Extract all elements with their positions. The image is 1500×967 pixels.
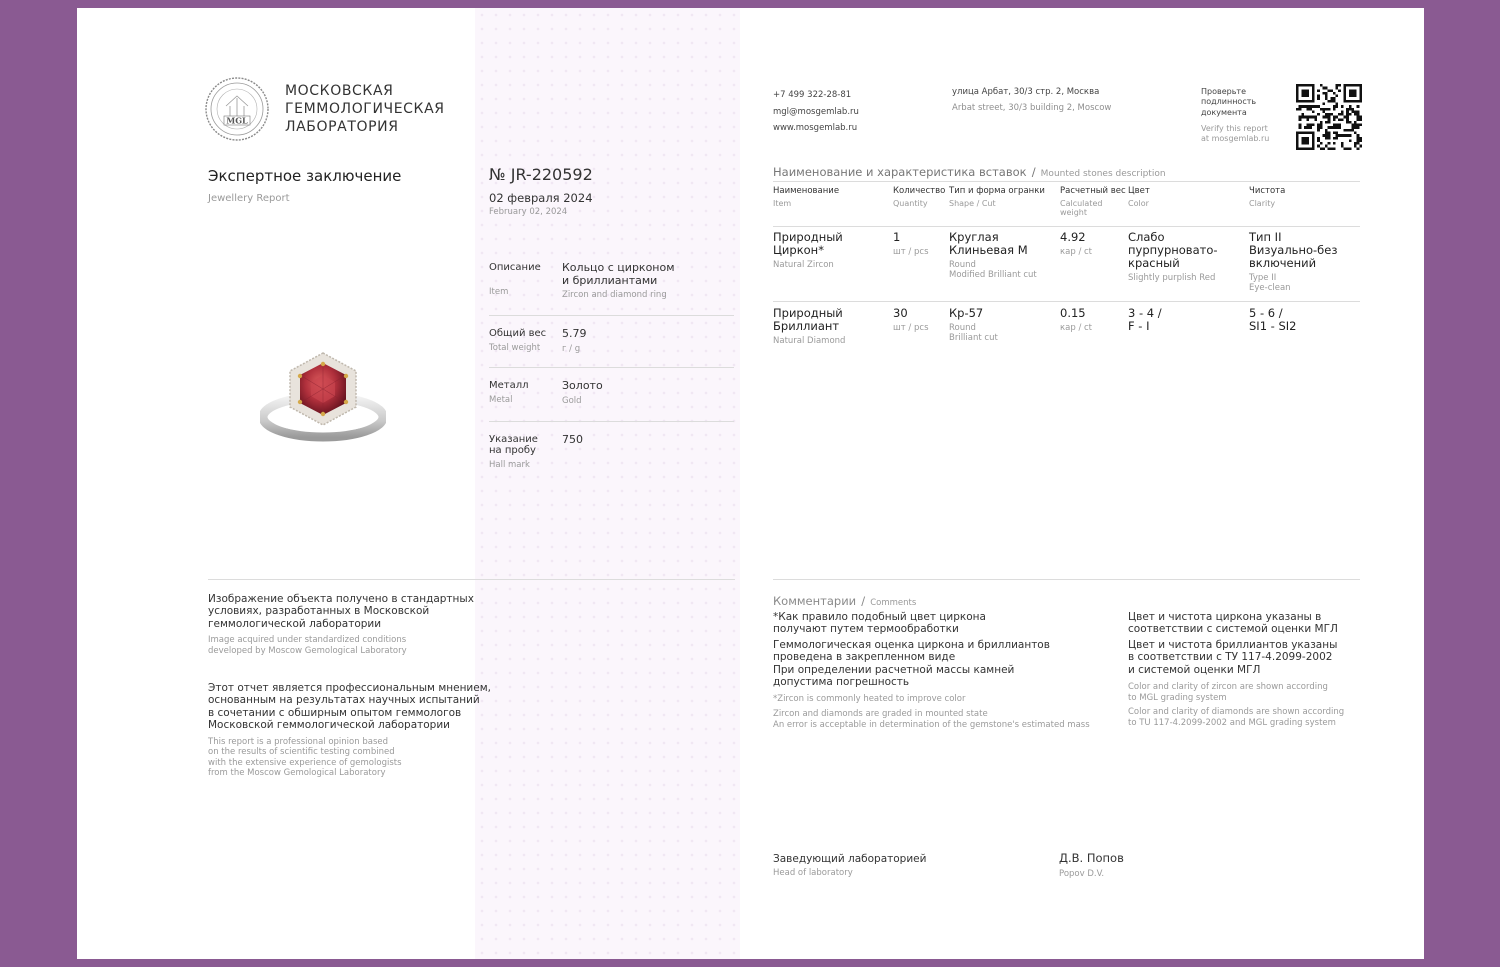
signature-name bbox=[1059, 852, 1124, 879]
comment-mounted-grading-en: Zircon and diamonds are graded in mounted state An error is acceptable in determination of the gemstone's estimated mass bbox=[773, 708, 1090, 730]
stones-cell-value: 0.15 bbox=[1060, 306, 1086, 320]
detail-value: Кольцо с цирконом и бриллиантами bbox=[562, 261, 675, 287]
comments-heading bbox=[773, 590, 916, 609]
column-header-ru: Наименование bbox=[773, 186, 840, 196]
stones-cell-sub: кар / ct bbox=[1060, 246, 1093, 257]
contacts-block bbox=[773, 87, 859, 137]
report-date-en: February 02, 2024 bbox=[489, 207, 568, 217]
report-number-value: JR-220592 bbox=[510, 165, 593, 184]
comment-zircon-grading: Цвет и чистота циркона указаны в соответствии с системой оценки МГЛ bbox=[1128, 611, 1338, 636]
detail-value-en: Gold bbox=[562, 395, 582, 406]
column-header-en: Item bbox=[773, 199, 792, 208]
stones-cell bbox=[1128, 231, 1243, 283]
stones-cell-value: 4.92 bbox=[1060, 230, 1086, 244]
stones-column-header bbox=[1249, 186, 1285, 208]
detail-divider bbox=[489, 421, 734, 422]
stones-cell bbox=[773, 307, 888, 346]
stones-cell-value: Природный Бриллиант bbox=[773, 306, 843, 333]
stones-cell bbox=[1249, 307, 1359, 336]
opinion-note-en: This report is a professional opinion based on the results of scientific testing combined with the extensive experience of gemologists from the Moscow Gemological Laboratory bbox=[208, 736, 402, 779]
lab-name-line1: МОСКОВСКАЯ bbox=[285, 83, 394, 99]
detail-value-en: Zircon and diamond ring bbox=[562, 290, 667, 301]
lab-name bbox=[285, 82, 445, 137]
comments-heading-en: Comments bbox=[870, 598, 917, 608]
contact-phone[interactable]: +7 499 322-28-81 bbox=[773, 90, 852, 100]
detail-divider bbox=[489, 315, 734, 316]
stones-header-rule bbox=[773, 226, 1360, 227]
signature-name-ru: Д.В. Попов bbox=[1059, 851, 1124, 865]
report-title: Экспертное заключение bbox=[208, 167, 402, 185]
stones-cell-value: 3 - 4 / F - I bbox=[1128, 306, 1162, 333]
comments-right bbox=[1128, 611, 1360, 728]
column-header-en: Quantity bbox=[893, 199, 928, 208]
detail-label: Общий вес bbox=[489, 328, 547, 339]
stones-heading-sep: / bbox=[1031, 165, 1036, 179]
stones-heading-en: Mounted stones description bbox=[1040, 169, 1166, 179]
contact-site[interactable]: www.mosgemlab.ru bbox=[773, 123, 858, 133]
detail-label: Указание на пробу bbox=[489, 434, 538, 456]
comment-zircon-heat: *Как правило подобный цвет циркона получают путем термообработки bbox=[773, 611, 986, 636]
detail-label-en: Metal bbox=[489, 395, 513, 405]
contact-email[interactable]: mgl@mosgemlab.ru bbox=[773, 106, 859, 117]
stones-cell bbox=[773, 231, 888, 270]
detail-label: Описание bbox=[489, 262, 541, 273]
report-number-prefix: № bbox=[489, 165, 506, 184]
comments-left bbox=[773, 611, 1103, 730]
stones-heading bbox=[773, 161, 1166, 180]
detail-value: 750 bbox=[562, 433, 583, 446]
detail-value: Золото bbox=[562, 379, 603, 392]
column-header-en: Calculated weight bbox=[1060, 199, 1103, 217]
stones-cell-sub: шт / pcs bbox=[893, 246, 929, 257]
column-header-ru: Тип и форма огранки bbox=[949, 186, 1045, 196]
verify-ru: Проверьте подлинность документа bbox=[1201, 87, 1257, 117]
comments-heading-sep: / bbox=[861, 594, 866, 608]
stones-cell-sub: Round Modified Brilliant cut bbox=[949, 259, 1037, 280]
comments-heading-ru: Комментарии bbox=[773, 594, 857, 608]
stones-top-rule bbox=[773, 181, 1360, 182]
stones-cell-sub: Natural Diamond bbox=[773, 335, 846, 346]
image-note-en: Image acquired under standardized conditions developed by Moscow Gemological Laboratory bbox=[208, 635, 407, 656]
signature-role-ru: Заведующий лабораторией bbox=[773, 853, 927, 865]
stones-heading-ru: Наименование и характеристика вставок bbox=[773, 165, 1027, 179]
report-sheet bbox=[77, 8, 1424, 959]
signature-name-en: Popov D.V. bbox=[1059, 868, 1105, 879]
lab-name-line3: ЛАБОРАТОРИЯ bbox=[285, 119, 399, 136]
detail-value: 5.79 bbox=[562, 327, 587, 340]
report-title-en: Jewellery Report bbox=[208, 193, 290, 204]
address-block bbox=[952, 87, 1111, 113]
stones-cell-value: 5 - 6 / SI1 - SI2 bbox=[1249, 306, 1297, 333]
seal-mgl-text: MGL bbox=[226, 115, 248, 126]
stones-cell bbox=[949, 307, 1064, 343]
stones-cell-sub: кар / ct bbox=[1060, 322, 1093, 333]
lab-name-line2: ГЕММОЛОГИЧЕСКАЯ bbox=[285, 101, 445, 118]
stones-cell-sub: Slightly purplish Red bbox=[1128, 272, 1216, 283]
stones-cell-value: 30 bbox=[893, 306, 908, 320]
comment-zircon-grading-en: Color and clarity of zircon are shown according to MGL grading system bbox=[1128, 681, 1328, 703]
verify-en: Verify this report at mosgemlab.ru bbox=[1201, 124, 1270, 144]
address-ru: улица Арбат, 30/3 стр. 2, Москва bbox=[952, 87, 1100, 97]
column-header-ru: Количество bbox=[893, 186, 946, 196]
stones-cell-value: Тип II Визуально-без включений bbox=[1249, 230, 1338, 270]
qr-code[interactable] bbox=[1296, 84, 1362, 150]
stones-cell bbox=[949, 231, 1064, 280]
guilloche-band bbox=[475, 8, 740, 959]
verify-block bbox=[1201, 87, 1269, 144]
comment-diamond-grading: Цвет и чистота бриллиантов указаны в соответствии с ТУ 117-4.2099-2002 и системой оценки МГЛ bbox=[1128, 638, 1338, 676]
stones-column-header bbox=[1128, 186, 1150, 208]
column-header-ru: Чистота bbox=[1249, 186, 1286, 196]
stones-column-header bbox=[949, 186, 1045, 208]
column-header-ru: Цвет bbox=[1128, 186, 1150, 196]
stones-cell-sub: Round Brilliant cut bbox=[949, 322, 998, 344]
image-note bbox=[208, 593, 508, 656]
stones-cell-sub: Natural Zircon bbox=[773, 259, 834, 270]
comment-mounted-grading: Геммологическая оценка циркона и бриллиантов проведена в закрепленном виде При определении расчетной массы камней допустима погрешность bbox=[773, 638, 1050, 688]
stones-cell-value: 1 bbox=[893, 230, 901, 244]
detail-label: Металл bbox=[489, 380, 529, 391]
lab-seal-logo bbox=[204, 76, 270, 142]
stones-cell-value: Природный Циркон* bbox=[773, 230, 843, 257]
right-bottom-rule bbox=[773, 579, 1360, 580]
left-bottom-rule bbox=[208, 579, 735, 580]
stones-row-rule bbox=[773, 301, 1360, 302]
stones-column-header bbox=[1060, 186, 1126, 217]
signature-role bbox=[773, 853, 926, 879]
column-header-en: Clarity bbox=[1249, 199, 1276, 208]
signature-role-en: Head of laboratory bbox=[773, 868, 853, 879]
detail-label-en: Hall mark bbox=[489, 460, 530, 470]
opinion-note-ru: Этот отчет является профессиональным мнением, основанным на результатах научных испытаний в сочетании с обширным опытом геммологов Московской геммологической лаборатории bbox=[208, 682, 491, 732]
detail-value-en: г / g bbox=[562, 343, 581, 354]
stones-column-header bbox=[893, 186, 945, 208]
report-number bbox=[489, 165, 593, 184]
column-header-en: Color bbox=[1128, 199, 1149, 208]
opinion-note bbox=[208, 682, 508, 779]
stones-cell-value: Кр-57 bbox=[949, 306, 984, 320]
comment-diamond-grading-en: Color and clarity of diamonds are shown according to TU 117-4.2099-2002 and MGL grading system bbox=[1128, 707, 1345, 728]
stones-cell bbox=[1128, 307, 1243, 336]
address-en: Arbat street, 30/3 building 2, Moscow bbox=[952, 103, 1112, 113]
ring-image bbox=[260, 345, 386, 445]
detail-label-en: Item bbox=[489, 287, 509, 297]
stones-cell-value: Слабо пурпурновато- красный bbox=[1128, 230, 1218, 270]
stones-cell bbox=[1249, 231, 1359, 293]
report-date: 02 февраля 2024 bbox=[489, 191, 593, 205]
stones-cell-sub: шт / pcs bbox=[893, 322, 929, 333]
detail-label-en: Total weight bbox=[489, 343, 541, 353]
column-header-ru: Расчетный вес bbox=[1060, 186, 1126, 196]
stones-cell-value: Круглая Клиньевая М bbox=[949, 230, 1028, 257]
stones-cell-sub: Type II Eye-clean bbox=[1249, 272, 1291, 293]
column-header-en: Shape / Cut bbox=[949, 199, 996, 208]
image-note-ru: Изображение объекта получено в стандартных условиях, разработанных в Московской геммологической лаборатории bbox=[208, 593, 474, 630]
stones-column-header bbox=[773, 186, 839, 208]
comment-zircon-heat-en: *Zircon is commonly heated to improve color bbox=[773, 694, 966, 705]
detail-divider bbox=[489, 367, 734, 368]
